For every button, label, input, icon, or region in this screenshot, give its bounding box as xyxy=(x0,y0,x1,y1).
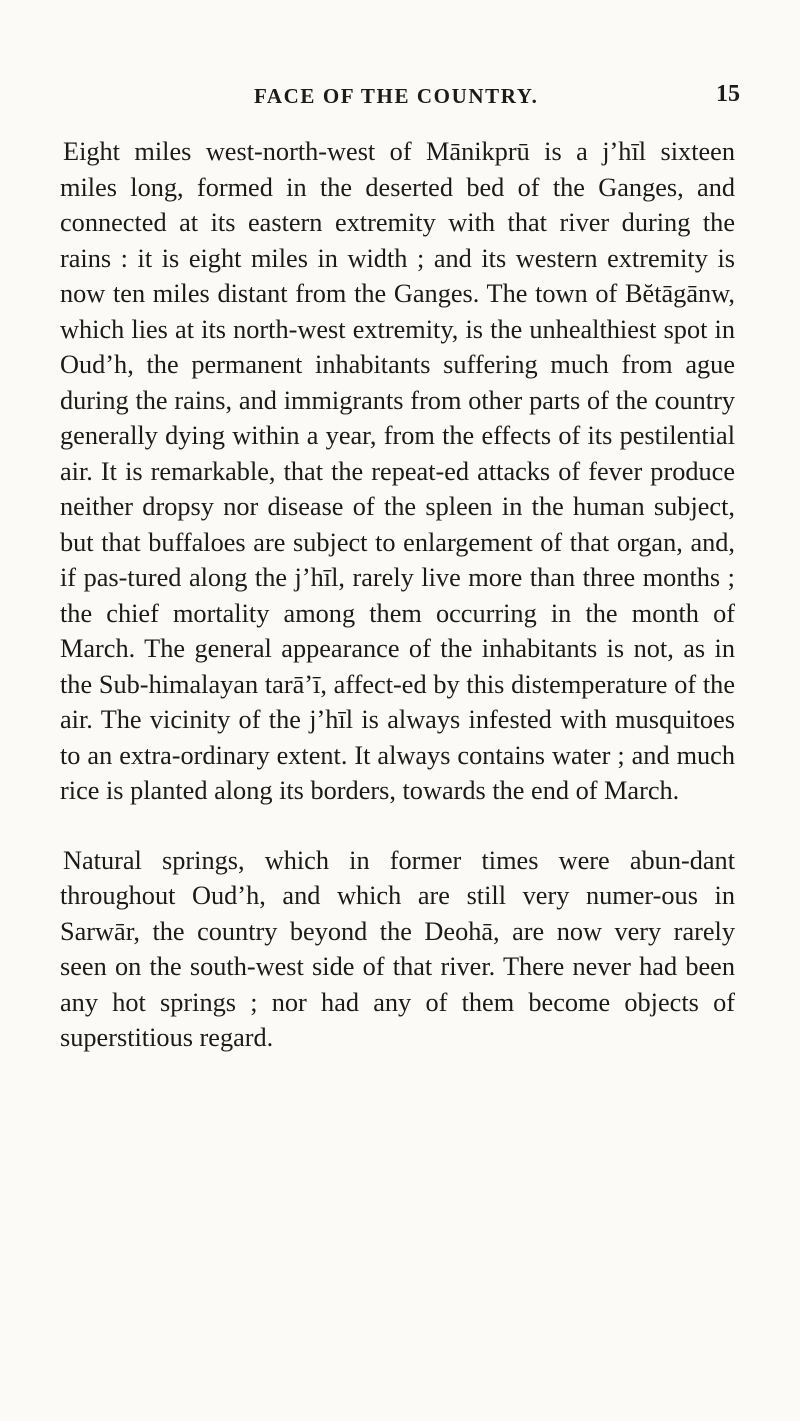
running-title: FACE OF THE COUNTRY. xyxy=(254,84,539,108)
page-number: 15 xyxy=(716,81,740,107)
body-text xyxy=(60,134,735,1056)
paragraph-1: Eight miles west-north-west of Mānikprū is a j’hīl sixteen miles long, formed in the deserted bed of the Ganges, and connected at its eastern extremity with that river during the rains : it is eight miles in width ; and its western extremity is now ten miles distant from the Ganges. The town of Bĕtāgānw, which lies at its north-west extremity, is the unhealthiest spot in Oud’h, the permanent inhabitants suffering much from ague during the rains, and immigrants from other parts of the country generally dying within a year, from the effects of its pestilential air. It is remarkable, that the repeat-ed attacks of fever produce neither dropsy nor disease of the spleen in the human subject, but that buffaloes are subject to enlargement of that organ, and, if pas-tured along the j’hīl, rarely live more than three months ; the chief mortality among them occurring in the month of March. The general appearance of the inhabitants is not, as in the Sub-himalayan tarā’ī, affect-ed by this distemperature of the air. The vicinity of the j’hīl is always infested with musquitoes to an extra-ordinary extent. It always contains water ; and much rice is planted along its borders, towards the end of March. xyxy=(60,137,735,805)
paragraph-2: Natural springs, which in former times were abun-dant throughout Oud’h, and which are still very numer-ous in Sarwār, the country beyond the Deohā, are now very rarely seen on the south-west side of that river. There never had been any hot springs ; nor had any of them become objects of superstitious regard. xyxy=(60,845,735,1052)
